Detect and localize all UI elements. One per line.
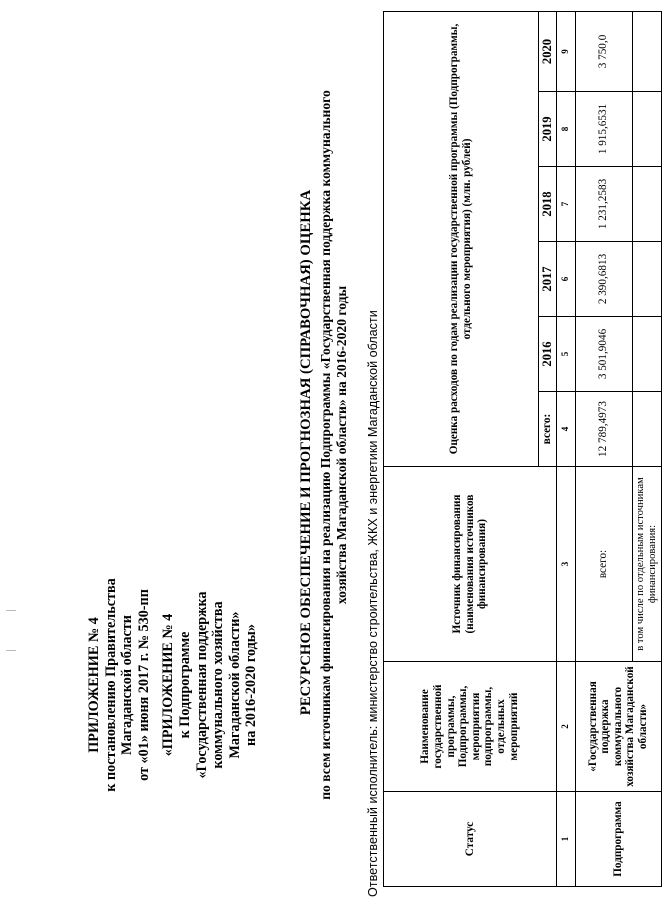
row-2018: 1 231,2583 bbox=[575, 167, 632, 242]
appendix-block bbox=[86, 575, 260, 795]
appendix-line: «Государственная поддержка bbox=[193, 591, 210, 779]
empty-cell bbox=[632, 11, 661, 91]
row-name: «Государственная поддержка коммунального хозяйства Магаданской области» bbox=[575, 662, 661, 792]
appendix-line: к Подпрограмме bbox=[176, 631, 193, 739]
appendix-line: коммунального хозяйства bbox=[210, 601, 227, 769]
header-row bbox=[384, 11, 539, 886]
column-number: 5 bbox=[556, 317, 575, 392]
header-year-2020: 2020 bbox=[539, 11, 557, 91]
column-number: 1 bbox=[556, 792, 575, 887]
row-2020: 3 750,0 bbox=[575, 11, 632, 91]
column-number: 3 bbox=[556, 467, 575, 662]
header-total: всего: bbox=[539, 392, 557, 467]
empty-cell bbox=[632, 317, 661, 392]
header-year-2018: 2018 bbox=[539, 167, 557, 242]
resource-table bbox=[383, 11, 662, 887]
column-number: 6 bbox=[556, 242, 575, 317]
document-title: РЕСУРСНОЕ ОБЕСПЕЧЕНИЕ И ПРОГНОЗНАЯ (СПРАВОЧНАЯ) ОЦЕНКА bbox=[298, 189, 314, 716]
row-source: всего: bbox=[575, 467, 632, 662]
column-number-row bbox=[556, 11, 575, 886]
appendix-line: от «01» июня 2017 г. № 530-пп bbox=[135, 589, 152, 781]
row-2019: 1 915,6531 bbox=[575, 92, 632, 167]
row-total: 12 789,4973 bbox=[575, 392, 632, 467]
header-estimate: Оценка расходов по годам реализации государственной программы (Подпрограммы, отдельного мероприятия) (млн. рублей) bbox=[384, 11, 539, 466]
empty-cell bbox=[632, 167, 661, 242]
appendix-line: на 2016-2020 годы» bbox=[243, 624, 260, 746]
table-row bbox=[575, 11, 632, 886]
column-number: 7 bbox=[556, 167, 575, 242]
empty-cell bbox=[632, 392, 661, 467]
row-status: Подпрограмма bbox=[575, 792, 661, 887]
appendix-line: к постановлению Правительства bbox=[102, 578, 119, 792]
row-source-breakdown: в том числе по отдельным источникам финансирования: bbox=[632, 467, 661, 662]
empty-cell bbox=[632, 242, 661, 317]
header-source: Источник финансирования (наименования источников финансирования) bbox=[384, 467, 557, 662]
header-name: Наименование государственной программы, Подпрограммы, мероприятия подпрограммы, отдельных мероприятий bbox=[384, 662, 557, 792]
header-status: Статус bbox=[384, 792, 557, 887]
header-year-2017: 2017 bbox=[539, 242, 557, 317]
appendix-line: Магаданской области» bbox=[226, 611, 243, 759]
row-2017: 2 390,6813 bbox=[575, 242, 632, 317]
appendix-title-2: «ПРИЛОЖЕНИЕ № 4 bbox=[160, 613, 177, 757]
column-number: 4 bbox=[556, 392, 575, 467]
column-number: 2 bbox=[556, 662, 575, 792]
header-year-2016: 2016 bbox=[539, 317, 557, 392]
empty-cell bbox=[632, 92, 661, 167]
appendix-line: Магаданской области bbox=[119, 615, 136, 755]
document-subtitle: по всем источникам финансирования на реализацию Подпрограммы «Государственная поддержка коммунального хозяйства Магаданской области» на 2016-2020 годы bbox=[318, 90, 349, 800]
responsible-executor: Ответственный исполнитель: министерство строительства, ЖКХ и энергетики Магаданской области bbox=[366, 310, 380, 897]
column-number: 8 bbox=[556, 92, 575, 167]
header-year-2019: 2019 bbox=[539, 92, 557, 167]
column-number: 9 bbox=[556, 11, 575, 91]
appendix-title: ПРИЛОЖЕНИЕ № 4 bbox=[86, 617, 102, 753]
row-2016: 3 501,9046 bbox=[575, 317, 632, 392]
